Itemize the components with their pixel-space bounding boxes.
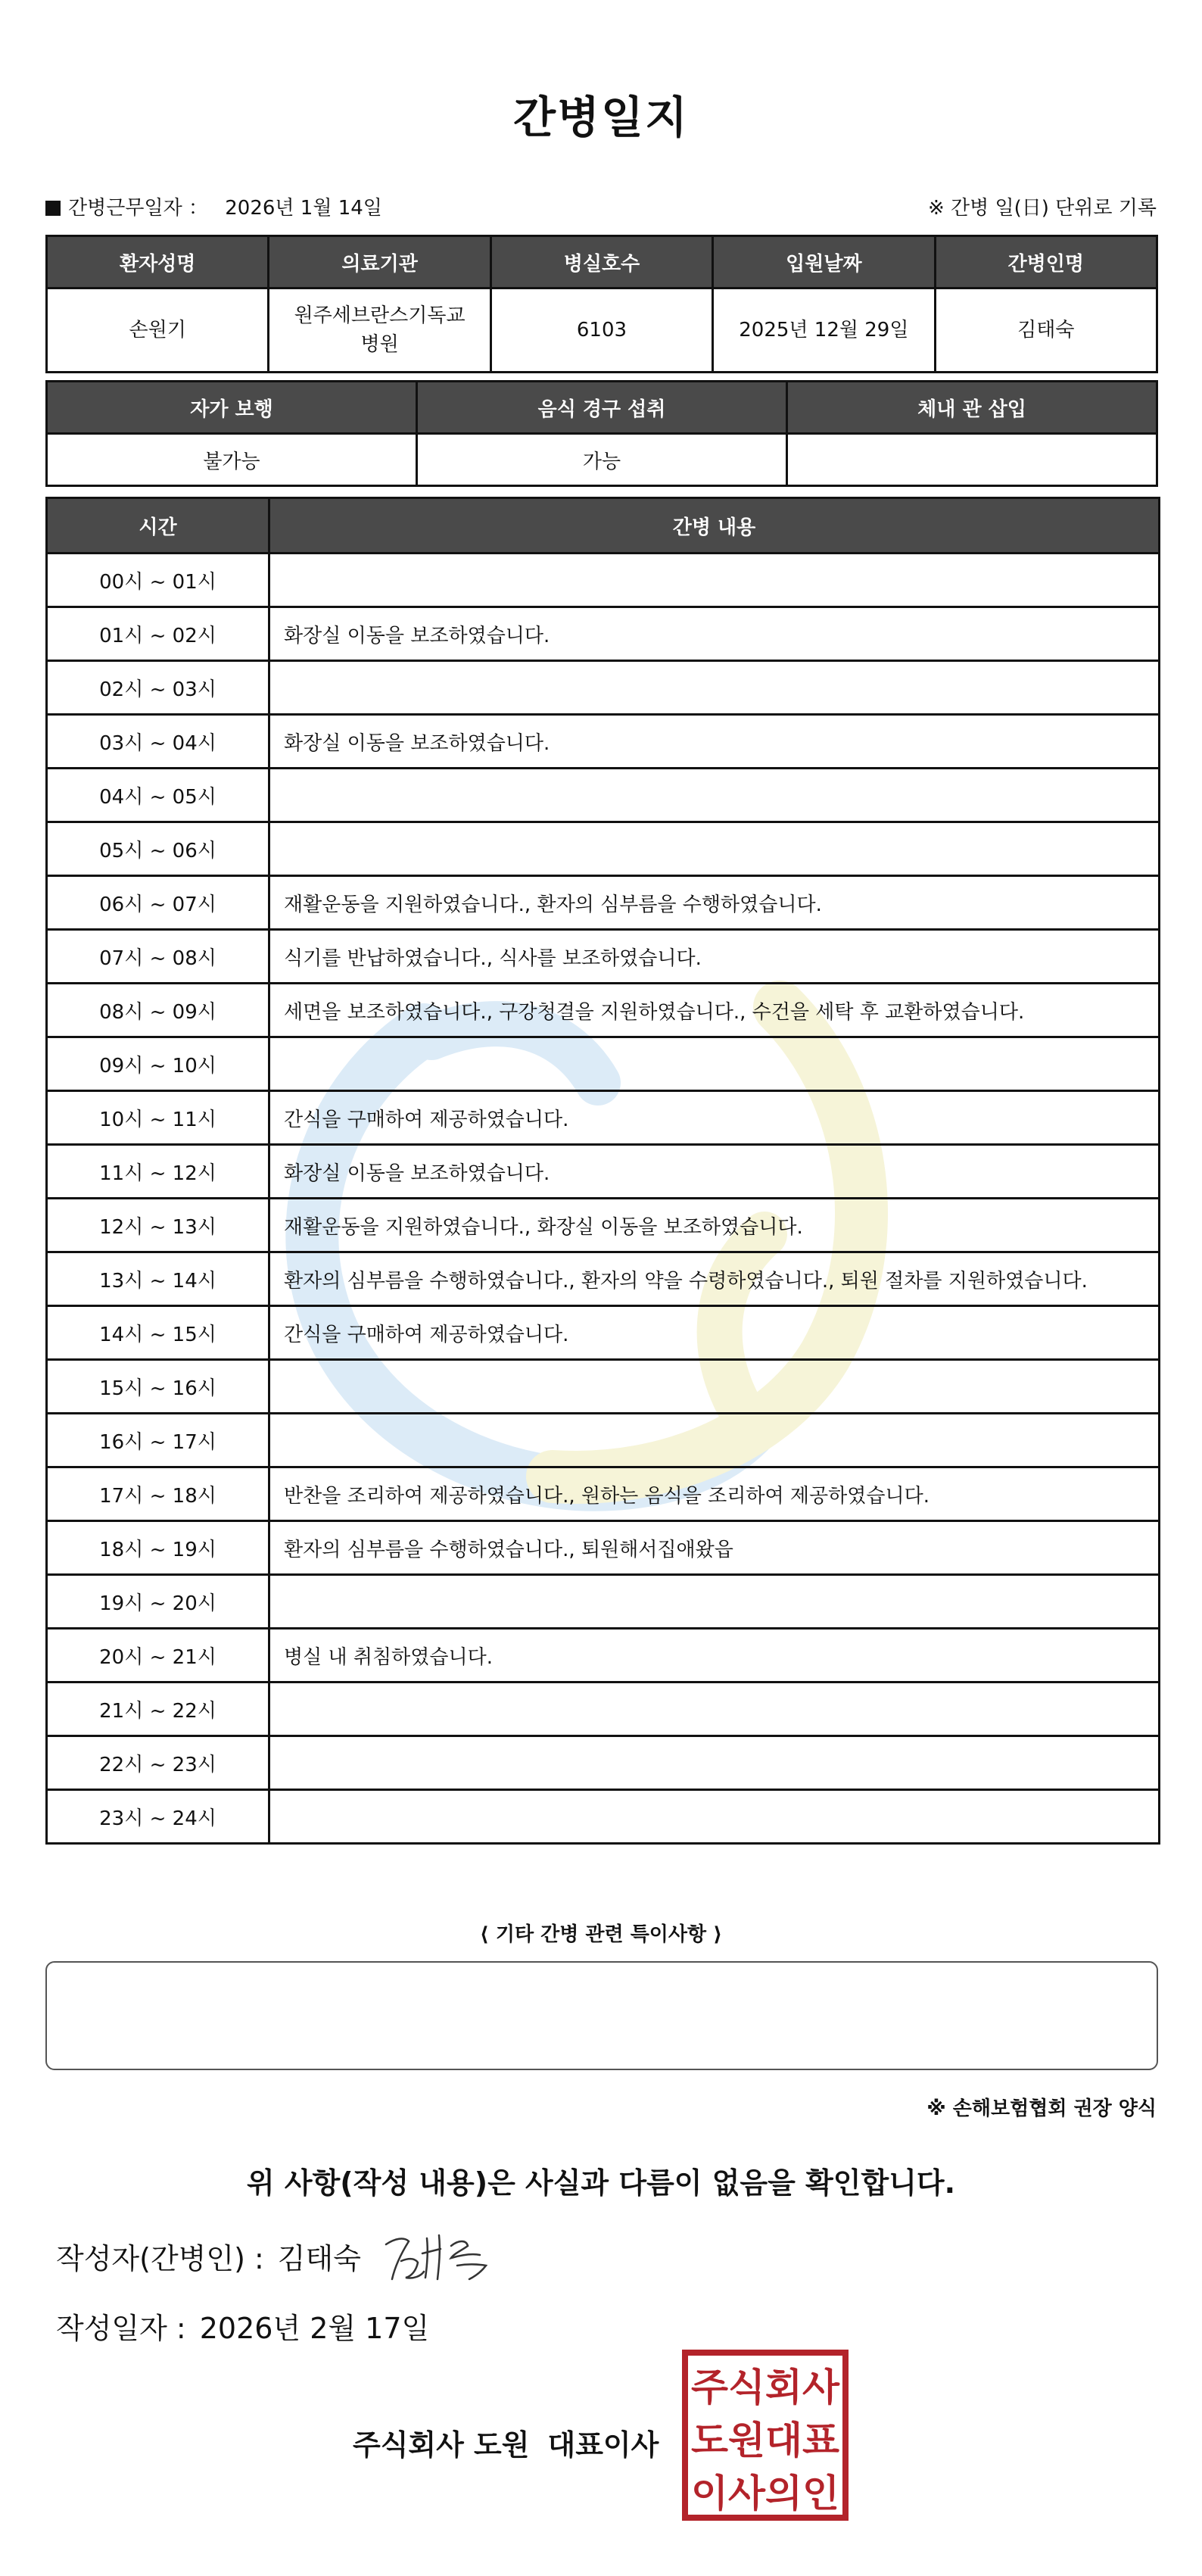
room-number: 6103	[490, 288, 712, 373]
care-content	[269, 1790, 1160, 1844]
svg-text:도원대표: 도원대표	[691, 2419, 840, 2462]
header-tube-insertion: 체내 관 삽입	[787, 382, 1157, 434]
care-content	[269, 822, 1160, 876]
time-slot: 19시 ~ 20시	[47, 1575, 269, 1629]
care-content: 간식을 구매하여 제공하였습니다.	[269, 1091, 1160, 1145]
table-row	[47, 769, 1160, 822]
table-row	[47, 1683, 1160, 1736]
time-slot: 00시 ~ 01시	[47, 554, 269, 607]
caregiver-name: 김태숙	[935, 288, 1157, 373]
table-row	[47, 1521, 1160, 1575]
written-date-line	[56, 2305, 429, 2347]
time-slot: 04시 ~ 05시	[47, 769, 269, 822]
hourly-care-log-table	[45, 497, 1160, 1845]
special-notes-box	[45, 1961, 1158, 2070]
time-slot: 16시 ~ 17시	[47, 1414, 269, 1467]
recommended-form-note: ※ 손해보험협회 권장 양식	[926, 2097, 1157, 2120]
patient-info-table	[45, 235, 1158, 373]
care-content	[269, 661, 1160, 715]
time-slot: 17시 ~ 18시	[47, 1467, 269, 1521]
care-content	[269, 1575, 1160, 1629]
care-content	[269, 1683, 1160, 1736]
document-title: 간병일지	[512, 92, 690, 143]
work-date-line	[45, 192, 382, 220]
log-rows	[47, 554, 1160, 1844]
time-slot: 01시 ~ 02시	[47, 607, 269, 661]
writer-line	[56, 2235, 361, 2277]
work-date-label: 간병근무일자 ：	[68, 197, 208, 220]
time-slot: 12시 ~ 13시	[47, 1199, 269, 1252]
care-content: 화장실 이동을 보조하였습니다.	[269, 607, 1160, 661]
svg-text:주식회사: 주식회사	[691, 2365, 840, 2409]
header-admission-date: 입원날짜	[713, 236, 935, 288]
care-content: 식기를 반납하였습니다., 식사를 보조하였습니다.	[269, 930, 1160, 984]
table-row	[47, 876, 1160, 930]
care-content: 재활운동을 지원하였습니다., 환자의 심부름을 수행하였습니다.	[269, 876, 1160, 930]
table-row	[47, 1252, 1160, 1306]
header-oral-intake: 음식 경구 섭취	[417, 382, 787, 434]
company-seal-stamp	[681, 2349, 849, 2521]
care-content	[269, 1414, 1160, 1467]
hospital-name: 원주세브란스기독교병원	[269, 288, 490, 373]
table-row	[47, 1736, 1160, 1790]
table-row	[47, 1790, 1160, 1844]
time-slot: 10시 ~ 11시	[47, 1091, 269, 1145]
care-content: 병실 내 취침하였습니다.	[269, 1629, 1160, 1683]
care-content	[269, 1037, 1160, 1091]
header-caregiver-name: 간병인명	[935, 236, 1157, 288]
care-content: 환자의 심부름을 수행하였습니다., 환자의 약을 수령하였습니다., 퇴원 절차를 지원하였습니다.	[269, 1252, 1160, 1306]
time-slot: 13시 ~ 14시	[47, 1252, 269, 1306]
writer-label: 작성자(간병인) :	[56, 2242, 264, 2275]
admission-date: 2025년 12월 29일	[713, 288, 935, 373]
patient-status-table	[45, 380, 1158, 487]
care-content: 화장실 이동을 보조하였습니다.	[269, 715, 1160, 769]
table-row	[47, 607, 1160, 661]
daily-record-note: ※ 간병 일(日) 단위로 기록	[927, 197, 1157, 220]
table-row	[47, 984, 1160, 1037]
handwritten-signature	[378, 2223, 507, 2291]
table-row	[47, 715, 1160, 769]
table-row	[47, 1199, 1160, 1252]
table-row	[47, 554, 1160, 607]
header-time: 시간	[47, 498, 269, 554]
table-row	[47, 1360, 1160, 1414]
written-date-value: 2026년 2월 17일	[199, 2312, 430, 2345]
svg-text:이사의인: 이사의인	[691, 2472, 839, 2515]
written-date-label: 작성일자 :	[56, 2312, 186, 2345]
header-patient-name: 환자성명	[47, 236, 269, 288]
representative-title: 대표이사	[547, 2428, 659, 2462]
table-row	[47, 1037, 1160, 1091]
time-slot: 23시 ~ 24시	[47, 1790, 269, 1844]
company-line	[353, 2422, 659, 2463]
table-row	[47, 1306, 1160, 1360]
care-content	[269, 554, 1160, 607]
header-room-number: 병실호수	[490, 236, 712, 288]
time-slot: 20시 ~ 21시	[47, 1629, 269, 1683]
square-bullet-icon	[45, 201, 61, 216]
care-content: 화장실 이동을 보조하였습니다.	[269, 1145, 1160, 1199]
time-slot: 02시 ~ 03시	[47, 661, 269, 715]
table-row	[47, 1629, 1160, 1683]
care-content: 환자의 심부름을 수행하였습니다., 퇴원해서집애왔읍	[269, 1521, 1160, 1575]
time-slot: 03시 ~ 04시	[47, 715, 269, 769]
care-content: 세면을 보조하였습니다., 구강청결을 지원하였습니다., 수건을 세탁 후 교환하였습니다.	[269, 984, 1160, 1037]
oral-intake-value: 가능	[417, 434, 787, 486]
table-row	[47, 1145, 1160, 1199]
table-row	[47, 930, 1160, 984]
self-walking-value: 불가능	[47, 434, 417, 486]
table-row	[47, 822, 1160, 876]
notes-heading: ⟨ 기타 간병 관련 특이사항 ⟩	[479, 1923, 723, 1946]
care-content	[269, 1360, 1160, 1414]
work-date-value: 2026년 1월 14일	[225, 197, 382, 220]
care-content: 재활운동을 지원하였습니다., 화장실 이동을 보조하였습니다.	[269, 1199, 1160, 1252]
time-slot: 11시 ~ 12시	[47, 1145, 269, 1199]
time-slot: 08시 ~ 09시	[47, 984, 269, 1037]
writer-name: 김태숙	[277, 2242, 361, 2275]
patient-name: 손원기	[47, 288, 269, 373]
table-row	[47, 1091, 1160, 1145]
time-slot: 09시 ~ 10시	[47, 1037, 269, 1091]
time-slot: 07시 ~ 08시	[47, 930, 269, 984]
care-content	[269, 769, 1160, 822]
time-slot: 05시 ~ 06시	[47, 822, 269, 876]
header-hospital: 의료기관	[269, 236, 490, 288]
table-row	[47, 1575, 1160, 1629]
confirmation-statement: 위 사항(작성 내용)은 사실과 다름이 없음을 확인합니다.	[246, 2166, 956, 2200]
time-slot: 22시 ~ 23시	[47, 1736, 269, 1790]
care-content: 간식을 구매하여 제공하였습니다.	[269, 1306, 1160, 1360]
care-content: 반찬을 조리하여 제공하였습니다., 원하는 음식을 조리하여 제공하였습니다.	[269, 1467, 1160, 1521]
time-slot: 14시 ~ 15시	[47, 1306, 269, 1360]
care-content	[269, 1736, 1160, 1790]
company-name: 주식회사 도원	[353, 2428, 530, 2462]
time-slot: 18시 ~ 19시	[47, 1521, 269, 1575]
table-row	[47, 1467, 1160, 1521]
table-row	[47, 1414, 1160, 1467]
table-row	[47, 661, 1160, 715]
time-slot: 15시 ~ 16시	[47, 1360, 269, 1414]
header-care-content: 간병 내용	[269, 498, 1160, 554]
header-self-walking: 자가 보행	[47, 382, 417, 434]
time-slot: 06시 ~ 07시	[47, 876, 269, 930]
tube-insertion-value	[787, 434, 1157, 486]
time-slot: 21시 ~ 22시	[47, 1683, 269, 1736]
